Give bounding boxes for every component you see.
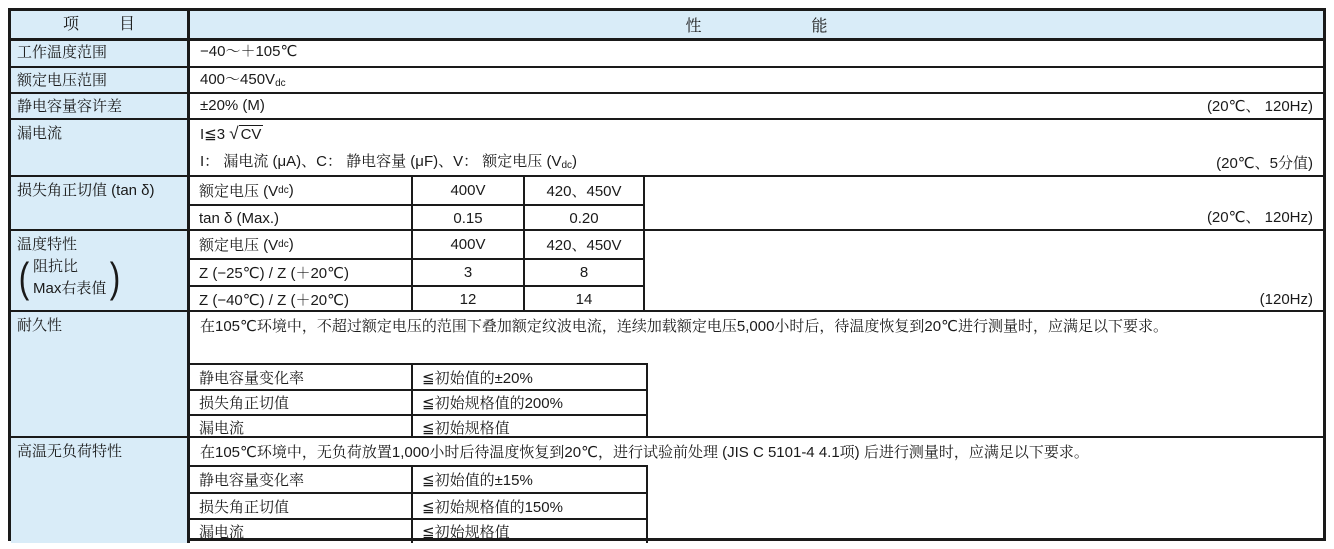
high-temp-leakage-row [190, 518, 646, 543]
item-column-header [11, 11, 190, 38]
z-minus25-label: Z (−25℃) / Z (＋20℃) [199, 265, 349, 282]
high-temp-no-load-label: 高温无负荷特性 [11, 438, 190, 543]
high-temp-tan-delta-label: 损失角正切值 [199, 498, 290, 516]
tan-delta-col-420-450v: 420、450V [523, 177, 643, 204]
tan-delta-max-label: tan δ (Max.) [199, 210, 280, 227]
temp-char-col-400v: 400V [411, 231, 523, 258]
rated-voltage-value: $400\sim 450V_{dc}$ [200, 71, 286, 89]
operating-temperature-label: 工作温度范围 [11, 41, 190, 66]
z-minus40-value-420-450v: 14 [523, 287, 643, 312]
leakage-current-label: 漏电流 [11, 120, 190, 175]
high-temp-leakage-value: ≦初始规格值 [411, 520, 646, 543]
temp-char-condition: (120Hz) [1259, 291, 1313, 308]
tan-delta-value-420-450v: 0.20 [523, 206, 643, 231]
big-paren-close: ) [110, 254, 121, 301]
tan-delta-label: 损失角正切值 (tan δ) [11, 177, 190, 229]
item-header-text2: 目 [119, 16, 136, 33]
table-header-row [11, 11, 1323, 41]
tan-delta-condition: (20℃、 120Hz) [1206, 209, 1313, 226]
tan-delta-voltage-row [190, 177, 643, 204]
temp-char-rated-voltage-header: 额定电压 (V dc ) [199, 236, 294, 254]
high-temp-tan-delta-value: ≦初始规格值的150% [411, 494, 646, 518]
performance-column-header [190, 11, 1323, 38]
z-minus40-label: Z (−40℃) / Z (＋20℃) [199, 292, 349, 309]
high-temp-description: 在105℃环境中，无负荷放置1,000小时后待温度恢复到20℃，进行试验前处理 (JIS C 5101-4 4.1项) 后进行测量时，应满足以下要求。 [200, 444, 1089, 461]
temperature-characteristics-title: 温度特性 [17, 236, 78, 253]
row-endurance [11, 310, 1323, 436]
capacitance-tolerance-value: ±20% (M) [200, 97, 265, 114]
z-minus40-value-400v: 12 [411, 287, 523, 312]
high-temp-subtable [190, 465, 648, 543]
high-temp-cap-change-label: 静电容量变化率 [199, 472, 305, 489]
row-rated-voltage [11, 66, 1323, 92]
temp-char-voltage-row [190, 231, 643, 258]
endurance-tan-delta-value: ≦初始规格值的200% [411, 391, 646, 414]
tan-delta-subtable [190, 177, 645, 231]
leakage-current-condition: (20℃、5分值) [1216, 155, 1313, 172]
impedance-ratio-text: 阻抗比 [33, 258, 79, 275]
tan-delta-max-row [190, 204, 643, 231]
row-high-temp-no-load [11, 436, 1323, 543]
endurance-subtable [190, 363, 648, 438]
performance-header-text2: 能 [811, 18, 828, 35]
tan-delta-col-400v: 400V [411, 177, 523, 204]
high-temp-leakage-label: 漏电流 [199, 524, 245, 541]
temperature-characteristics-label [11, 231, 190, 310]
performance-header-text: 性 [685, 18, 702, 35]
high-temp-tan-delta-row [190, 492, 646, 518]
endurance-leakage-value: ≦初始规格值 [411, 416, 646, 438]
endurance-cap-change-value: ≦初始值的±20% [411, 365, 646, 389]
sqrt-symbol: √ [229, 124, 239, 143]
row-operating-temperature [11, 41, 1323, 66]
temperature-characteristics-subtable [190, 231, 645, 312]
rated-voltage-label: 额定电压范围 [11, 68, 190, 92]
endurance-cap-change-label: 静电容量变化率 [199, 369, 305, 387]
endurance-tan-delta-row [190, 389, 646, 414]
temp-char-z-minus40-row [190, 285, 643, 312]
row-tan-delta [11, 175, 1323, 229]
high-temp-cap-change-value: ≦初始值的±15% [411, 467, 646, 492]
temp-char-z-minus25-row [190, 258, 643, 285]
big-paren-open: ( [18, 254, 30, 301]
high-temp-cap-change-row [190, 467, 646, 492]
capacitance-tolerance-label: 静电容量容许差 [11, 94, 190, 118]
spec-table [8, 8, 1326, 541]
endurance-label: 耐久性 [11, 312, 190, 436]
temp-char-col-420-450v: 420、450V [523, 231, 643, 258]
max-right-table-text: Max右表值 [33, 280, 107, 297]
row-capacitance-tolerance [11, 92, 1323, 118]
row-leakage-current [11, 118, 1323, 175]
endurance-leakage-row [190, 414, 646, 438]
tan-delta-rated-voltage-header: 额定电压 (V dc ) [199, 182, 294, 200]
endurance-tan-delta-label: 损失角正切值 [199, 395, 290, 412]
endurance-leakage-label: 漏电流 [199, 419, 245, 437]
endurance-cap-change-row [190, 365, 646, 389]
capacitance-tolerance-condition: (20℃、 120Hz) [1206, 98, 1313, 115]
z-minus25-value-400v: 3 [411, 260, 523, 285]
endurance-description: 在105℃环境中，不超过额定电压的范围下叠加额定纹波电流，连续加载额定电压5,000小时后，待温度恢复到20℃进行测量时，应满足以下要求。 [200, 318, 1168, 335]
item-header-text: 项 [62, 16, 79, 33]
temperature-characteristics-parenthetical [17, 256, 181, 300]
leakage-current-formula: I≦3 √ CV [200, 124, 262, 143]
leakage-current-legend: I： 漏电流 (μA)、C： 静电容量 (μF)、V： 额定电压 $(V_{dc})$ [200, 153, 578, 171]
row-temperature-characteristics [11, 229, 1323, 310]
z-minus25-value-420-450v: 8 [523, 260, 643, 285]
operating-temperature-value: −40～＋105℃ [200, 43, 298, 60]
tan-delta-value-400v: 0.15 [411, 206, 523, 231]
